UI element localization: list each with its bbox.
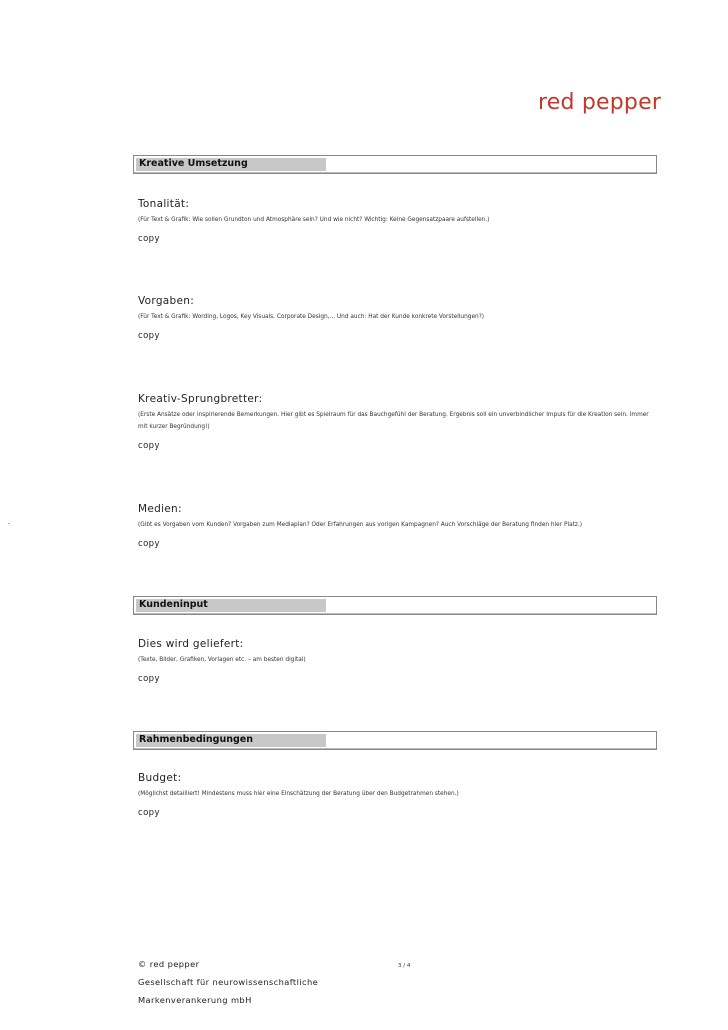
footer-copyright: © red pepper: [138, 959, 200, 969]
field-value[interactable]: copy: [138, 331, 160, 341]
field-hint: (Möglichst detailliert! Mindestens muss hier eine Einschätzung der Beratung über den Budgetrahmen stehen.): [138, 791, 459, 797]
field-medien: [138, 503, 658, 549]
field-value[interactable]: copy: [138, 808, 160, 818]
field-heading: Medien:: [138, 503, 182, 515]
field-heading: Vorgaben:: [138, 295, 195, 307]
field-heading: Dies wird geliefert:: [138, 638, 244, 650]
footer-company-line: Gesellschaft für neurowissenschaftliche: [138, 977, 319, 987]
brand-logo: red pepper: [538, 90, 662, 115]
field-heading: Tonalität:: [138, 198, 190, 210]
section-title: Kundeninput: [139, 599, 208, 610]
field-value[interactable]: copy: [138, 441, 160, 451]
field-dies-wird-geliefert: [138, 638, 658, 684]
margin-mark: -: [8, 520, 11, 527]
section-title: Kreative Umsetzung: [139, 158, 248, 169]
field-hint: (Für Text & Grafik: Wording, Logos, Key Visuals, Corporate Design,... Und auch: Hat der Kunde konkrete Vorstellungen?): [138, 314, 485, 320]
field-hint: (Texte, Bilder, Grafiken, Vorlagen etc. – am besten digital): [138, 657, 306, 663]
field-vorgaben: [138, 295, 658, 341]
field-hint: (Gibt es Vorgaben vom Kunden? Vorgaben zum Mediaplan? Oder Erfahrungen aus vorigen Kampagnen? Auch Vorschläge der Beratung finden hier Platz.): [138, 522, 583, 528]
field-tonalitaet: [138, 198, 658, 244]
section-header-kreative-umsetzung: [133, 155, 657, 174]
field-value[interactable]: copy: [138, 234, 160, 244]
field-budget: [138, 772, 658, 818]
field-kreativ-sprungbretter: [138, 393, 658, 451]
field-value[interactable]: copy: [138, 674, 160, 684]
field-value[interactable]: copy: [138, 539, 160, 549]
section-header-kundeninput: [133, 596, 657, 615]
page-number: 3 / 4: [398, 963, 411, 969]
footer-company: [138, 955, 318, 1009]
field-heading: Budget:: [138, 772, 182, 784]
section-title: Rahmenbedingungen: [139, 734, 253, 745]
field-hint: (Erste Ansätze oder inspirierende Bemerkungen. Hier gibt es Spielraum für das Bauchgefühl der Beratung. Ergebnis soll ein unverbindlicher Impuls für die Kreation sein. Immer mit kurzer Begründung!): [138, 412, 649, 430]
field-hint: (Für Text & Grafik: Wie sollen Grundton und Atmosphäre sein? Und wie nicht? Wichtig: Keine Gegensatzpaare aufstellen.): [138, 217, 490, 223]
section-header-rahmenbedingungen: [133, 731, 657, 750]
field-heading: Kreativ-Sprungbretter:: [138, 393, 263, 405]
footer-company-line: Markenverankerung mbH: [138, 995, 252, 1005]
